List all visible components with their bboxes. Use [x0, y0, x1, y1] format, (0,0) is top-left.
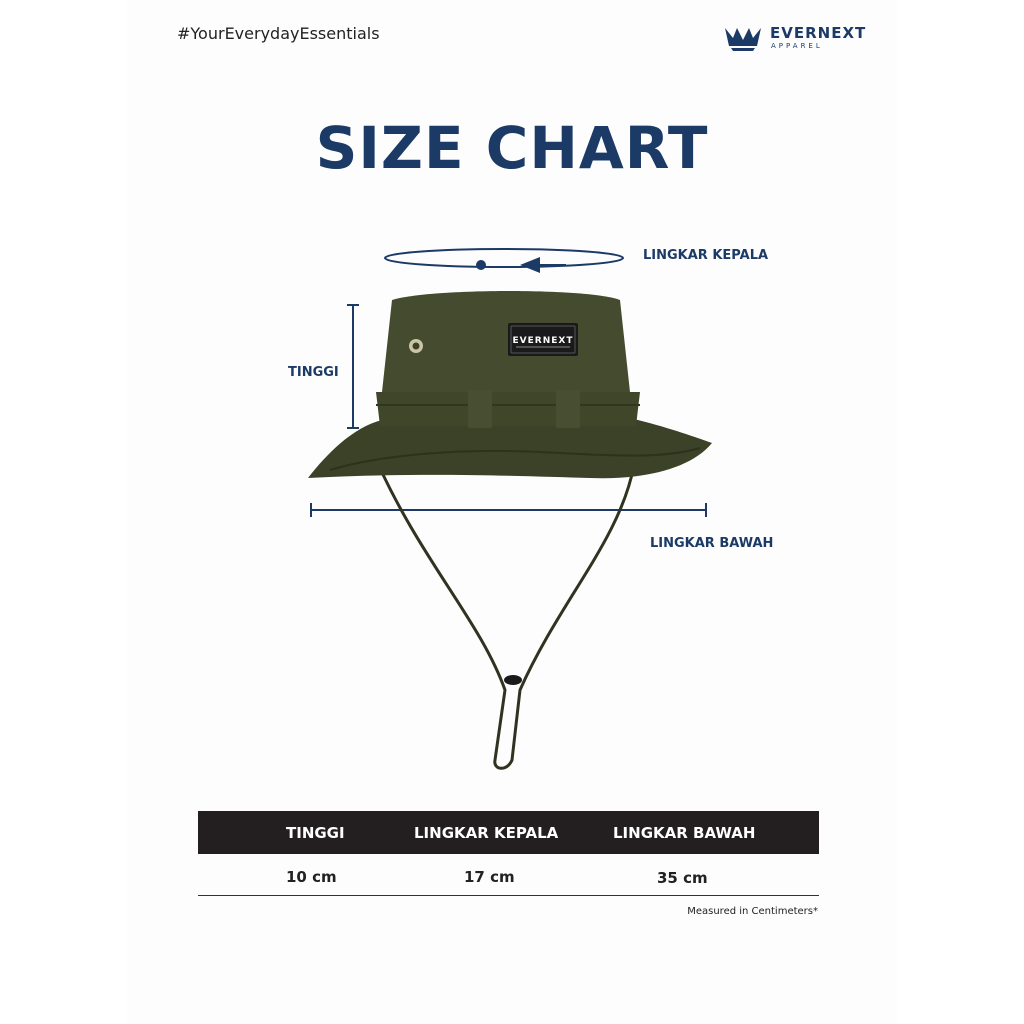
- bottom-width-marker: [311, 503, 706, 517]
- table-header-tinggi: TINGGI: [286, 824, 345, 842]
- table-cell-tinggi: 10 cm: [286, 868, 337, 886]
- hashtag-text: #YourEverydayEssentials: [177, 24, 380, 43]
- height-marker: [347, 305, 359, 428]
- table-header-lingkar-bawah: LINGKAR BAWAH: [613, 824, 756, 842]
- table-cell-lingkar-kepala: 17 cm: [464, 868, 515, 886]
- measurement-note: Measured in Centimeters*: [687, 906, 818, 917]
- brand-subtitle: APPAREL: [771, 42, 823, 50]
- page-title: SIZE CHART: [315, 114, 709, 182]
- label-tinggi: TINGGI: [288, 365, 339, 380]
- table-header-lingkar-kepala: LINGKAR KEPALA: [414, 824, 559, 842]
- table-divider: [198, 895, 819, 896]
- hat-patch-text: EVERNEXT: [512, 336, 574, 346]
- label-lingkar-bawah: LINGKAR BAWAH: [650, 536, 774, 551]
- circumference-arrow-icon: [520, 257, 540, 273]
- size-table-header: [198, 811, 819, 854]
- label-lingkar-kepala: LINGKAR KEPALA: [643, 248, 769, 263]
- table-cell-lingkar-bawah: 35 cm: [657, 869, 708, 887]
- brand-name: EVERNEXT: [770, 24, 867, 42]
- circumference-ellipse: [385, 249, 623, 267]
- circumference-dot: [476, 260, 486, 270]
- bucket-hat-image: [308, 291, 712, 768]
